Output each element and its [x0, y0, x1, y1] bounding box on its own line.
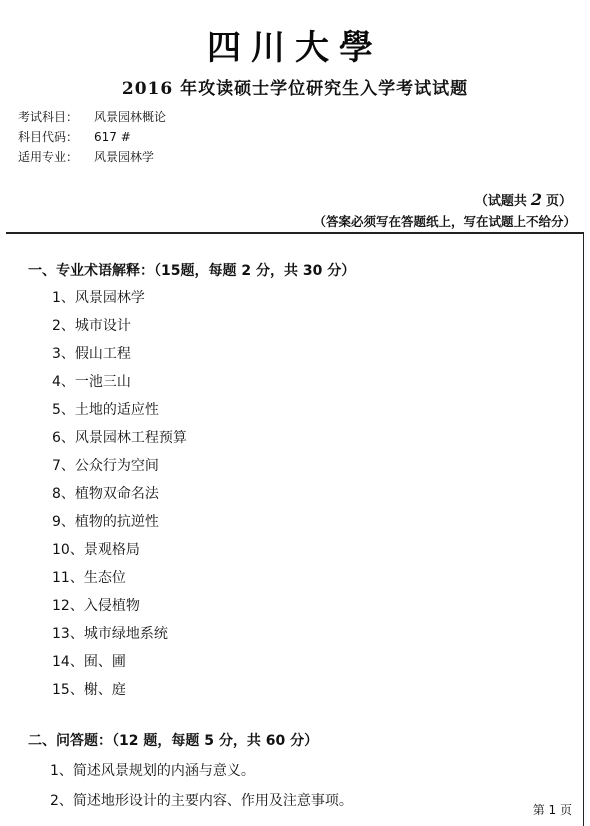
- meta-value: 617 #: [94, 130, 131, 144]
- page-count-number: 2: [530, 190, 542, 209]
- list-item: 3、假山工程: [52, 346, 131, 362]
- meta-label: 适用专业：: [18, 150, 79, 164]
- list-item: 1、简述风景规划的内涵与意义。: [50, 763, 255, 779]
- right-border-line: [583, 232, 585, 826]
- list-item: 5、土地的适应性: [52, 402, 159, 418]
- answer-instruction: （答案必须写在答题纸上，写在试题上不给分）: [313, 214, 576, 229]
- page-count-suffix: 页）: [545, 194, 572, 209]
- list-item: 9、植物的抗逆性: [52, 514, 159, 530]
- section1-heading: 一、专业术语解释：（15题，每题 2 分，共 30 分）: [28, 263, 356, 279]
- university-logo: 四川大學: [207, 28, 383, 68]
- list-item: 13、城市绿地系统: [52, 626, 168, 642]
- list-item: 11、生态位: [52, 570, 126, 586]
- meta-code: [18, 128, 131, 145]
- meta-value: 风景园林学: [94, 150, 155, 164]
- meta-major: [18, 148, 154, 165]
- list-item: 15、榭、庭: [52, 682, 126, 698]
- list-item: 2、城市设计: [52, 318, 131, 334]
- list-item: 12、入侵植物: [52, 598, 140, 614]
- section1-list: [52, 284, 187, 704]
- list-item: 4、一池三山: [52, 374, 131, 390]
- meta-value: 风景园林概论: [94, 110, 167, 124]
- section2-heading: 二、问答题：（12 题，每题 5 分，共 60 分）: [28, 733, 319, 749]
- divider-line: [6, 232, 584, 234]
- list-item: 1、风景园林学: [52, 290, 145, 306]
- section2-list: [50, 756, 353, 816]
- page-number: 第 1 页: [532, 803, 572, 817]
- list-item: 7、公众行为空间: [52, 458, 159, 474]
- list-item: 2、简述地形设计的主要内容、作用及注意事项。: [50, 793, 353, 809]
- exam-title: 2016 年攻读硕士学位研究生入学考试试题: [121, 79, 469, 99]
- list-item: 6、风景园林工程预算: [52, 430, 187, 446]
- meta-subject: [18, 108, 166, 125]
- page-count-note: [475, 190, 572, 209]
- meta-label: 科目代码：: [18, 130, 79, 144]
- meta-label: 考试科目：: [18, 110, 79, 124]
- list-item: 14、囿、圃: [52, 654, 126, 670]
- page-count-prefix: （试题共: [474, 194, 527, 209]
- list-item: 8、植物双命名法: [52, 486, 159, 502]
- list-item: 10、景观格局: [52, 542, 140, 558]
